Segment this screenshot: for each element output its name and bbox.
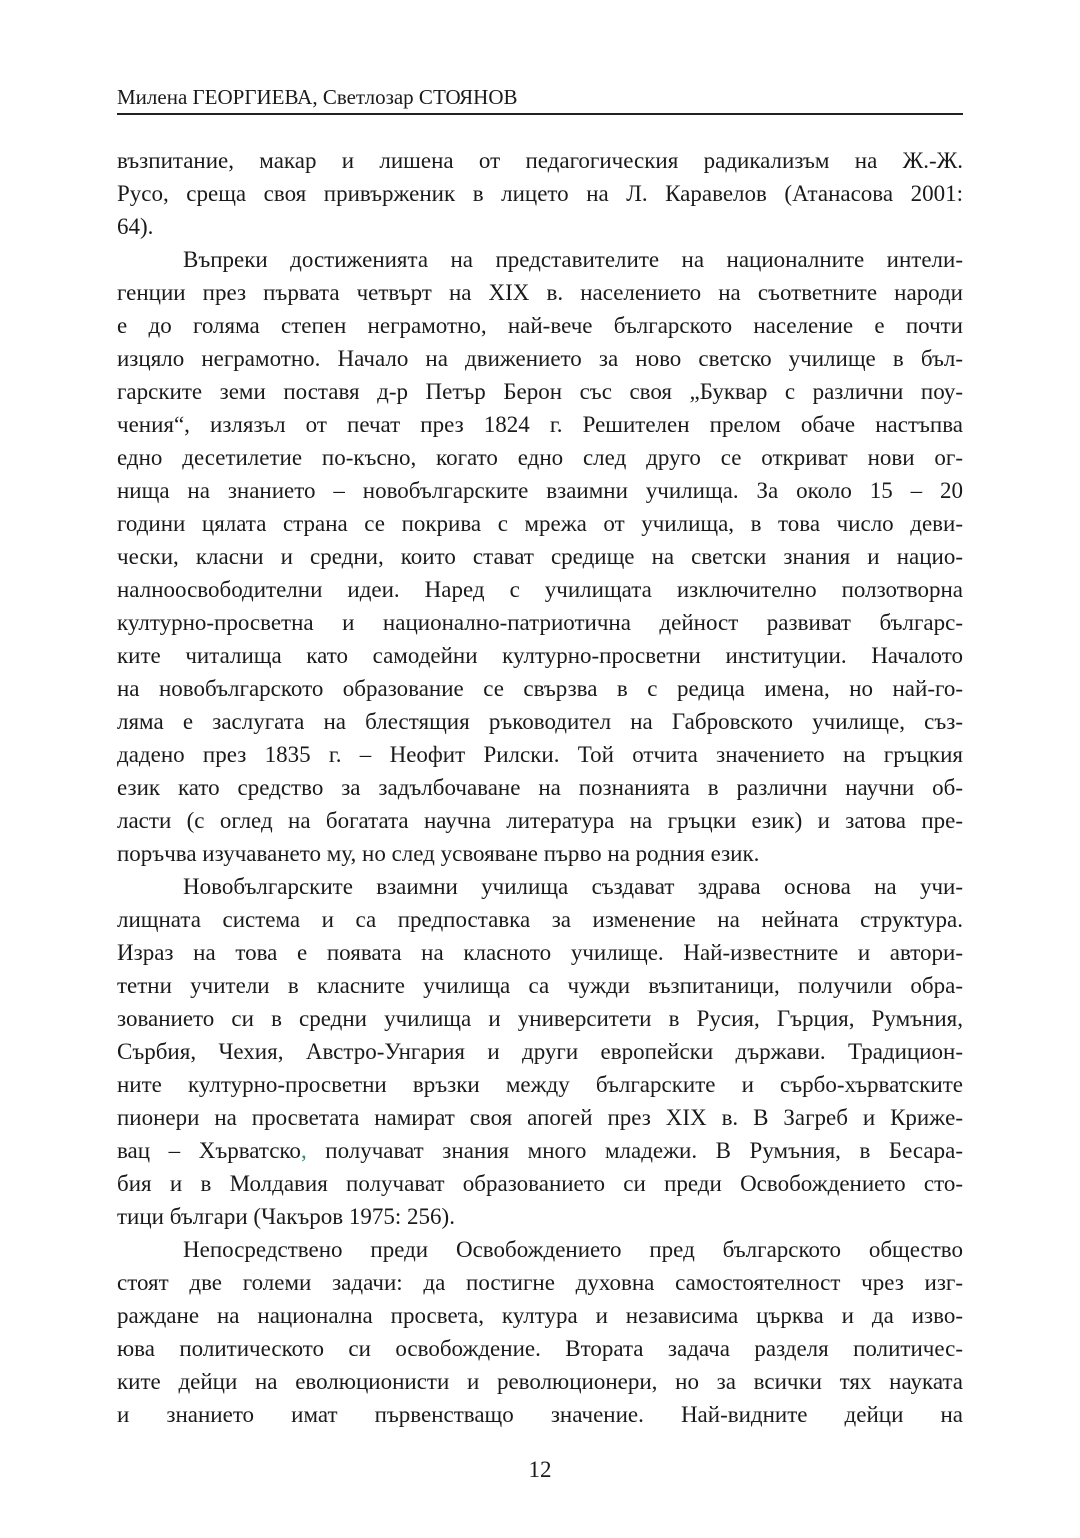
- body-line: културно-просветна и национално-патриотична дейност развиват българс-: [117, 610, 963, 635]
- body-line: чески, класни и средни, които стават средище на светски знания и нацио-: [117, 544, 963, 569]
- body-line: ляма е заслугата на блестящия ръководител на Габровското училище, съз-: [117, 709, 963, 734]
- body-line: ласти (с оглед на богатата научна литература на гръцки език) и затова пре-: [117, 808, 963, 833]
- line-segment: вац – Хърватско: [117, 1138, 301, 1163]
- body-line: генции през първата четвърт на XIX в. населението на съответните народи: [117, 280, 963, 305]
- body-line: гарските земи поставя д-р Петър Берон със своя „Буквар с различни поу-: [117, 379, 963, 404]
- body-line: бия и в Молдавия получават образованието си преди Освобождението сто-: [117, 1171, 963, 1196]
- running-header: Милена ГЕОРГИЕВА, Светлозар СТОЯНОВ: [117, 84, 963, 115]
- body-line: стоят две големи задачи: да постигне духовна самостоятелност чрез изг-: [117, 1270, 963, 1295]
- body-line: е до голяма степен неграмотно, най-вече българското население е почти: [117, 313, 963, 338]
- body-line: поръчва изучаването му, но след усвояване първо на родния език.: [117, 841, 760, 866]
- body-line: Израз на това е появата на класното училище. Най-известните и автори-: [117, 940, 963, 965]
- body-line: възпитание, макар и лишена от педагогическия радикализъм на Ж.-Ж.: [117, 148, 963, 173]
- body-line: Русо, среща своя привърженик в лицето на Л. Каравелов (Атанасова 2001:: [117, 181, 963, 206]
- body-line: ните културно-просветни връзки между българските и сърбо-хърватските: [117, 1072, 963, 1097]
- body-line: тици българи (Чакъров 1975: 256).: [117, 1204, 455, 1229]
- body-line: юва политическото си освобождение. Втората задача разделя политичес-: [117, 1336, 963, 1361]
- accent-comma: ,: [300, 1138, 307, 1163]
- paragraph-first-line: Новобългарските взаимни училища създават здрава основа на учи-: [183, 874, 963, 899]
- body-line: и знанието имат първенстващо значение. Най-видните дейци на: [117, 1402, 963, 1427]
- body-line: изцяло неграмотно. Начало на движението за ново светско училище в бъл-: [117, 346, 963, 371]
- body-line: ките читалища като самодейни културно-просветни институции. Началото: [117, 643, 963, 668]
- body-line-with-accent: [117, 1136, 963, 1166]
- body-line: на новобългарското образование се свързва в с редица имена, но най-го-: [117, 676, 963, 701]
- body-line: едно десетилетие по-късно, когато едно след друго се откриват нови ог-: [117, 445, 963, 470]
- page-number: 12: [528, 1457, 552, 1482]
- paragraph-first-line: Въпреки достиженията на представителите на националните интели-: [183, 247, 963, 272]
- body-line: език като средство за задълбочаване на познанията в различни научни об-: [117, 775, 963, 800]
- body-line: зованието си в средни училища и университети в Русия, Гърция, Румъния,: [117, 1006, 963, 1031]
- body-line: Сърбия, Чехия, Австро-Унгария и други европейски държави. Традицион-: [117, 1039, 963, 1064]
- body-line: налноосвободителни идеи. Наред с училищата изключително ползотворна: [117, 577, 963, 602]
- body-line: тетни учители в класните училища са чужди възпитаници, получили обра-: [117, 973, 963, 998]
- body-line: чения“, излязъл от печат през 1824 г. Решителен прелом обаче настъпва: [117, 412, 963, 437]
- body-line: години цялата страна се покрива с мрежа от училища, в това число деви-: [117, 511, 963, 536]
- body-line: лищната система и са предпоставка за изменение на нейната структура.: [117, 907, 963, 932]
- body-line: 64).: [117, 214, 154, 239]
- body-line: дадено през 1835 г. – Неофит Рилски. Той отчита значението на гръцкия: [117, 742, 963, 767]
- paragraph-first-line: Непосредствено преди Освобождението пред българското общество: [183, 1237, 963, 1262]
- body-line: ките дейци на еволюционисти и революционери, но за всички тях науката: [117, 1369, 963, 1394]
- body-line: пионери на просветата намират своя апогей през XIX в. В Загреб и Крижe-: [117, 1105, 963, 1130]
- body-line: раждане на национална просвета, култура и независима църква и да изво-: [117, 1303, 963, 1328]
- body-line: нища на знанието – новобългарските взаимни училища. За около 15 – 20: [117, 478, 963, 503]
- line-segment: получават знания много младежи. В Румъния, в Бесара-: [306, 1138, 963, 1163]
